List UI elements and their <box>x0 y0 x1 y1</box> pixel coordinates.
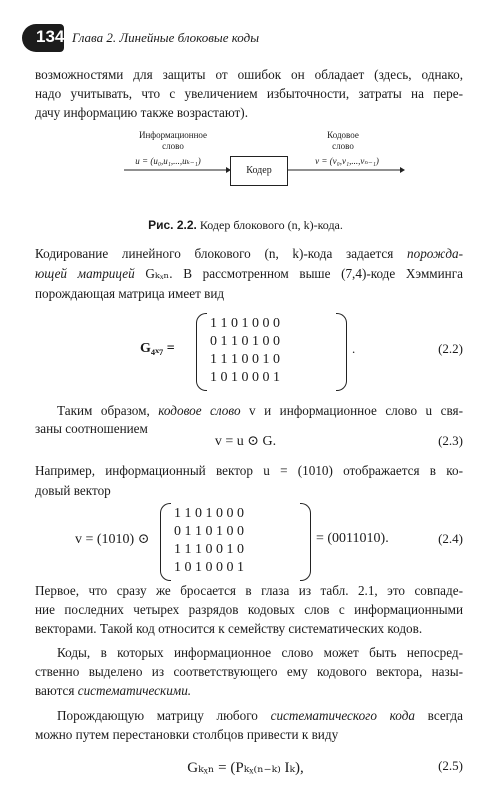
matrix-row: 1 1 0 1 0 0 0 <box>174 506 244 521</box>
eq22-left-paren <box>196 313 207 391</box>
eq22-period: . <box>352 341 356 356</box>
chapter-title: Глава 2. Линейные блоковые коды <box>72 30 260 45</box>
paragraph-line: довый вектор <box>35 483 111 498</box>
text-span: v и информационное слово u свя- <box>240 403 463 418</box>
paragraph-line <box>35 264 463 283</box>
eq25-formula: Gₖₓₙ = (Pₖₓ₍ₙ₋ₖ₎ Iₖ), <box>187 760 304 776</box>
matrix-row: 1 1 0 1 0 0 0 <box>210 316 280 331</box>
encoder-figure <box>118 130 418 214</box>
paragraph-line <box>35 681 463 700</box>
matrix-row: 1 1 1 0 0 1 0 <box>210 352 280 367</box>
matrix-row: 0 1 1 0 1 0 0 <box>210 334 280 349</box>
info-word-label-line2: слово <box>162 141 184 151</box>
eq24-right-paren <box>300 503 311 581</box>
eq23-formula: v = u ⊙ G. <box>214 434 277 449</box>
emphasis: ющей матрицей <box>35 266 135 281</box>
paragraph-line: можно путем перестановки столбцов привести к виду <box>35 727 339 742</box>
emphasis: порожда- <box>407 246 463 261</box>
eq24-left-paren <box>160 503 171 581</box>
figure-caption <box>0 218 491 233</box>
paragraph-line: возможностями для защиты от ошибок он обладает (здесь, однако, <box>35 67 463 82</box>
paragraph-line: ние последних четырех разрядов кодовых слов с информационными <box>35 602 463 617</box>
caption-label: Рис. 2.2. <box>148 218 197 232</box>
eq24-matrix <box>174 506 314 582</box>
paragraph-line: заны соотношением <box>35 421 148 436</box>
paragraph-line: векторами. Такой код относится к семейству систематических кодов. <box>35 621 423 636</box>
paragraph-line: Например, информационный вектор u = (1010) отображается в ко- <box>35 463 463 478</box>
info-word-label-line1: Информационное <box>138 130 207 140</box>
page-header <box>22 24 472 54</box>
paragraph-line: Первое, что сразу же бросается в глаза из табл. 2.1, это совпаде- <box>35 583 463 598</box>
eq22-lhs: G₄ₓ₇ = <box>140 341 175 356</box>
code-word-label <box>288 130 398 152</box>
text-span: всегда <box>414 708 463 723</box>
matrix-row: 0 1 1 0 1 0 0 <box>174 524 244 539</box>
paragraph-line: надо учитывать, что с увеличением избыточности, затраты на пере- <box>35 86 463 101</box>
paragraph-line: ственно выделено из соответствующего ему кодового вектора, назы- <box>35 664 463 679</box>
matrix-row: 1 0 1 0 0 0 1 <box>210 370 280 385</box>
text-span: Кодирование линейного блокового (n, k)-кода задается <box>35 246 408 261</box>
page-number: 134 <box>36 27 65 46</box>
paragraph-line: Коды, в которых информационное слово может быть непосред- <box>57 645 463 660</box>
encoder-box: Кодер <box>230 156 288 186</box>
matrix-row: 1 1 1 0 0 1 0 <box>174 542 244 557</box>
caption-text: Кодер блокового (n, k)-кода. <box>199 218 343 232</box>
code-word-label-line1: Кодовое <box>327 130 359 140</box>
paragraph-line: дачу информацию также возрастают). <box>35 105 248 120</box>
eq24-lhs: v = (1010) ⊙ <box>75 532 150 547</box>
paragraph-line <box>35 706 463 725</box>
paragraph-line <box>35 401 463 420</box>
emphasis: кодовое слово <box>158 403 241 418</box>
info-vector: u = (u₀,u₁,...,uₖ₋₁) <box>135 156 201 166</box>
text-span: Gₖₓₙ. В рассмотренном выше (7,4)-коде Хэмминга <box>134 266 464 281</box>
eq24-number: (2.4) <box>438 531 463 546</box>
emphasis: систематическими. <box>77 683 192 698</box>
text-span: ваются <box>35 683 78 698</box>
eq22-matrix <box>210 316 350 392</box>
eq25-number: (2.5) <box>438 758 463 773</box>
emphasis: систематического кода <box>270 708 415 723</box>
matrix-row: 1 0 1 0 0 0 1 <box>174 560 244 575</box>
eq22-right-paren <box>336 313 347 391</box>
text-span: Таким образом, <box>57 403 159 418</box>
eq23-number: (2.3) <box>438 433 463 448</box>
code-vector: v = (v₀,v₁,...,vₙ₋₁) <box>315 156 379 166</box>
code-word-label-line2: слово <box>332 141 354 151</box>
paragraph-line: порождающая матрица имеет вид <box>35 286 225 301</box>
paragraph-line <box>35 244 463 263</box>
text-span: Порождающую матрицу любого <box>57 708 271 723</box>
eq22-number: (2.2) <box>438 341 463 356</box>
eq24-rhs: = (0011010). <box>316 531 389 546</box>
